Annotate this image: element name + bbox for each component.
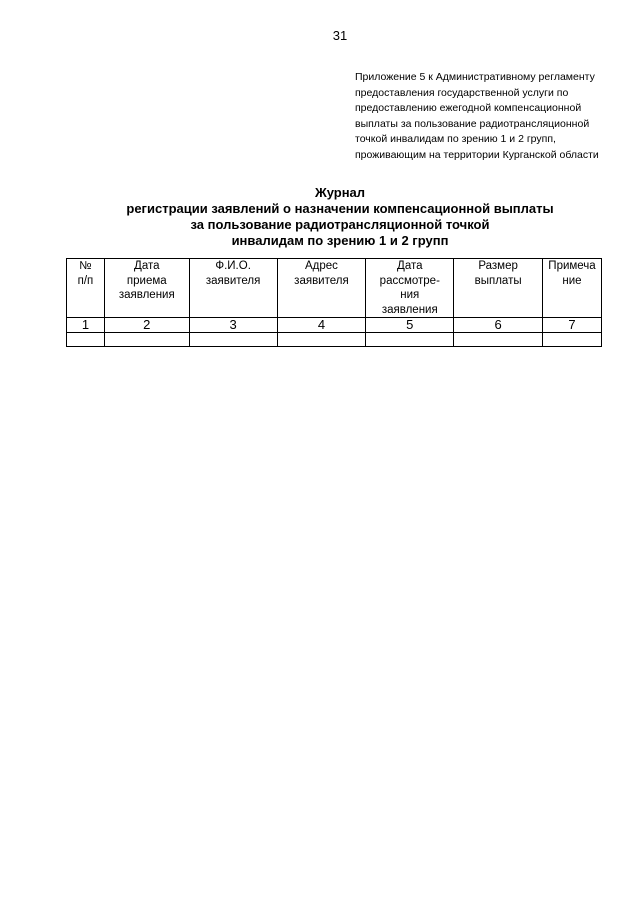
- header-text: рассмотре-: [379, 274, 440, 287]
- header-text: Ф.И.О.: [215, 260, 251, 272]
- column-number: 1: [67, 318, 105, 333]
- empty-cell: [366, 333, 454, 347]
- header-text: Дата: [134, 260, 160, 272]
- header-text: заявителя: [205, 274, 261, 287]
- header-text: заявления: [118, 289, 175, 301]
- empty-cell: [543, 333, 602, 347]
- column-number: 6: [454, 318, 543, 333]
- column-number: 3: [189, 318, 277, 333]
- header-row: [67, 259, 602, 318]
- journal-table: [66, 258, 602, 347]
- column-number: 2: [104, 318, 189, 333]
- appendix-line: выплаты за пользование радиотрансляционной: [355, 117, 590, 130]
- header-note: [543, 259, 602, 318]
- journal-title: [60, 185, 620, 249]
- header-review-date: [366, 259, 454, 318]
- empty-cell: [104, 333, 189, 347]
- header-text: Адрес: [304, 260, 338, 272]
- appendix-line: проживающим на территории Курганской области: [355, 148, 599, 161]
- column-number: 5: [366, 318, 454, 333]
- appendix-line: предоставлению ежегодной компенсационной: [355, 102, 582, 115]
- header-text: №: [79, 260, 92, 272]
- header-applicant-address: [277, 259, 366, 318]
- column-number: 4: [277, 318, 366, 333]
- column-number-row: [67, 318, 602, 333]
- header-text: выплаты: [474, 274, 522, 287]
- header-text: ния: [400, 289, 420, 301]
- header-text: заявителя: [294, 274, 349, 287]
- header-text: Дата: [397, 260, 423, 272]
- page-number: 31: [332, 28, 348, 43]
- header-text: заявления: [381, 303, 438, 316]
- header-applicant-name: [189, 259, 277, 318]
- header-number: [67, 259, 105, 318]
- empty-cell: [67, 333, 105, 347]
- appendix-line: точкой инвалидам по зрению 1 и 2 групп,: [355, 133, 556, 146]
- appendix-line: предоставления государственной услуги по: [355, 86, 569, 99]
- title-line: за пользование радиотрансляционной точкой: [190, 217, 490, 232]
- header-text: приема: [126, 274, 167, 287]
- empty-cell: [277, 333, 366, 347]
- header-text: Размер: [478, 260, 518, 272]
- empty-row: [67, 333, 602, 347]
- empty-cell: [454, 333, 543, 347]
- title-line: Журнал: [314, 185, 366, 200]
- header-text: Примеча: [548, 260, 596, 272]
- title-line: регистрации заявлений о назначении компенсационной выплаты: [126, 201, 554, 216]
- column-number: 7: [543, 318, 602, 333]
- header-text: п/п: [77, 274, 94, 287]
- title-line: инвалидам по зрению 1 и 2 групп: [231, 233, 449, 248]
- header-payment-amount: [454, 259, 543, 318]
- header-receipt-date: [104, 259, 189, 318]
- empty-cell: [189, 333, 277, 347]
- appendix-line: Приложение 5 к Административному регламенту: [355, 71, 595, 83]
- appendix-note: [355, 70, 605, 164]
- header-text: ние: [562, 274, 582, 287]
